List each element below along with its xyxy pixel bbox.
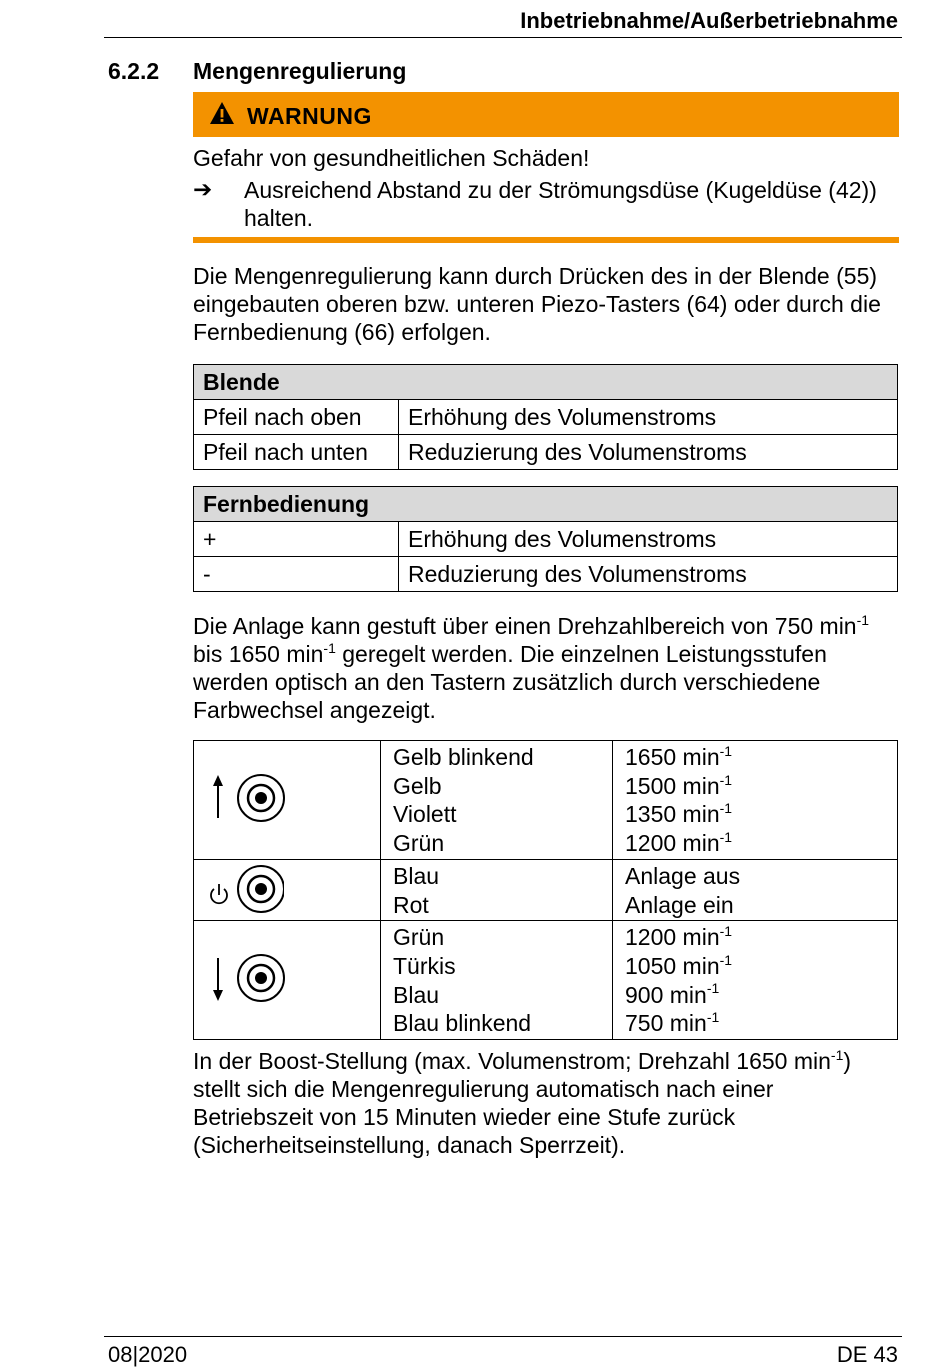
value-cell: [613, 921, 898, 1040]
footer-date: 08|2020: [108, 1342, 188, 1367]
warning-banner: [193, 92, 899, 137]
table-cell: Reduzierung des Volumenstroms: [399, 557, 898, 592]
warning-triangle-icon: [209, 101, 235, 125]
value-cell: [613, 741, 898, 860]
value-label: 900 $\min^{-1}$: [625, 980, 720, 1008]
value-cell: [613, 859, 898, 920]
table-cell: Erhöhung des Volumenstroms: [399, 400, 898, 435]
color-label: Blau: [393, 981, 440, 1008]
table-row: [194, 400, 898, 435]
remote-table: [193, 486, 898, 592]
superscript: -1: [856, 611, 870, 628]
warning-end-rule: [193, 237, 899, 243]
table-row: [194, 921, 898, 1040]
table-row: [194, 741, 898, 860]
down-arrow-button-icon: [206, 951, 286, 1005]
value-label: Anlage ein: [625, 891, 734, 918]
table-cell: Erhöhung des Volumenstroms: [399, 522, 898, 557]
table-row: [194, 859, 898, 920]
color-label: Blau: [393, 862, 440, 889]
table-row: [194, 522, 898, 557]
color-label: Türkis: [393, 952, 456, 979]
text-run: Die Anlage kann gestuft über einen Drehzahlbereich von 750 min: [193, 613, 857, 639]
section-title: Mengenregulierung: [193, 58, 407, 84]
speed-range-paragraph: [193, 612, 899, 724]
footer-rule: [104, 1336, 902, 1337]
color-label: Violett: [393, 801, 457, 828]
section-number: 6.2.2: [108, 58, 160, 84]
text-run: geregelt werden. Die einzelnen Leistungsstufen werden optisch an den Tastern zusätzlich durch verschiedene Farbwechsel angezeigt.: [193, 641, 827, 723]
warning-hazard-text: Gefahr von gesundheitlichen Schäden!: [193, 145, 590, 171]
color-label: Gelb: [393, 772, 442, 799]
table-row: [194, 435, 898, 470]
header-rule: [104, 37, 902, 38]
table-cell: -: [194, 557, 399, 592]
color-cell: [381, 921, 613, 1040]
value-label: 1500 $\min^{-1}$: [625, 771, 733, 799]
table-cell: +: [194, 522, 399, 557]
color-cell: [381, 741, 613, 860]
color-cell: [381, 859, 613, 920]
color-label: Gelb blinkend: [393, 744, 534, 770]
icon-cell: [194, 741, 381, 860]
value-label: 1200 $\min^{-1}$: [625, 923, 733, 951]
blende-table: [193, 364, 898, 470]
value-label: Anlage aus: [625, 862, 741, 889]
power-button-icon: [204, 862, 284, 916]
intro-paragraph: Die Mengenregulierung kann durch Drücken des in der Blende (55) eingebauten oberen bzw. unteren Piezo-Tasters (64) oder durch die Fernbedienung (66) erfolgen.: [193, 263, 881, 345]
text-run: In der Boost-Stellung (max. Volumenstrom; Drehzahl 1650 min: [193, 1048, 831, 1074]
table-cell: Pfeil nach unten: [194, 435, 399, 470]
speed-level-table: [193, 740, 898, 1040]
color-label: Grün: [393, 830, 445, 857]
remote-table-header: Fernbedienung: [194, 487, 898, 522]
text-run: ) stellt sich die Mengenregulierung automatisch nach einer Betriebszeit von 15 Minuten wieder eine Stufe zurück (Sicherheitseinstellung, danach Sperrzeit).: [193, 1048, 852, 1158]
running-header: Inbetriebnahme/Außerbetriebnahme: [520, 8, 898, 33]
superscript: -1: [323, 639, 336, 656]
page-number: DE 43: [836, 1342, 898, 1367]
icon-cell: [194, 921, 381, 1040]
value-label: 1200 $\min^{-1}$: [625, 828, 733, 857]
value-label: 1050 $\min^{-1}$: [625, 951, 733, 979]
value-label: 1650 $\min^{-1}$: [625, 742, 733, 770]
color-label: Blau blinkend: [393, 1010, 532, 1037]
table-row: [194, 557, 898, 592]
color-label: Grün: [393, 924, 445, 951]
arrow-right-icon: ➔: [193, 176, 213, 202]
icon-cell: [194, 859, 381, 920]
boost-paragraph: [193, 1047, 899, 1159]
superscript: -1: [830, 1046, 844, 1063]
value-label: 750 $\min^{-1}$: [625, 1009, 720, 1037]
blende-table-header: Blende: [194, 365, 898, 400]
table-cell: Pfeil nach oben: [194, 400, 399, 435]
table-cell: Reduzierung des Volumenstroms: [399, 435, 898, 470]
text-run: bis 1650 min: [193, 641, 324, 667]
value-label: 1350 $\min^{-1}$: [625, 800, 733, 828]
up-arrow-button-icon: [206, 771, 286, 825]
warning-label: WARNUNG: [247, 103, 372, 129]
warning-action-text: Ausreichend Abstand zu der Strömungsdüse (Kugeldüse (42)) halten.: [244, 177, 877, 231]
color-label: Rot: [393, 891, 429, 918]
